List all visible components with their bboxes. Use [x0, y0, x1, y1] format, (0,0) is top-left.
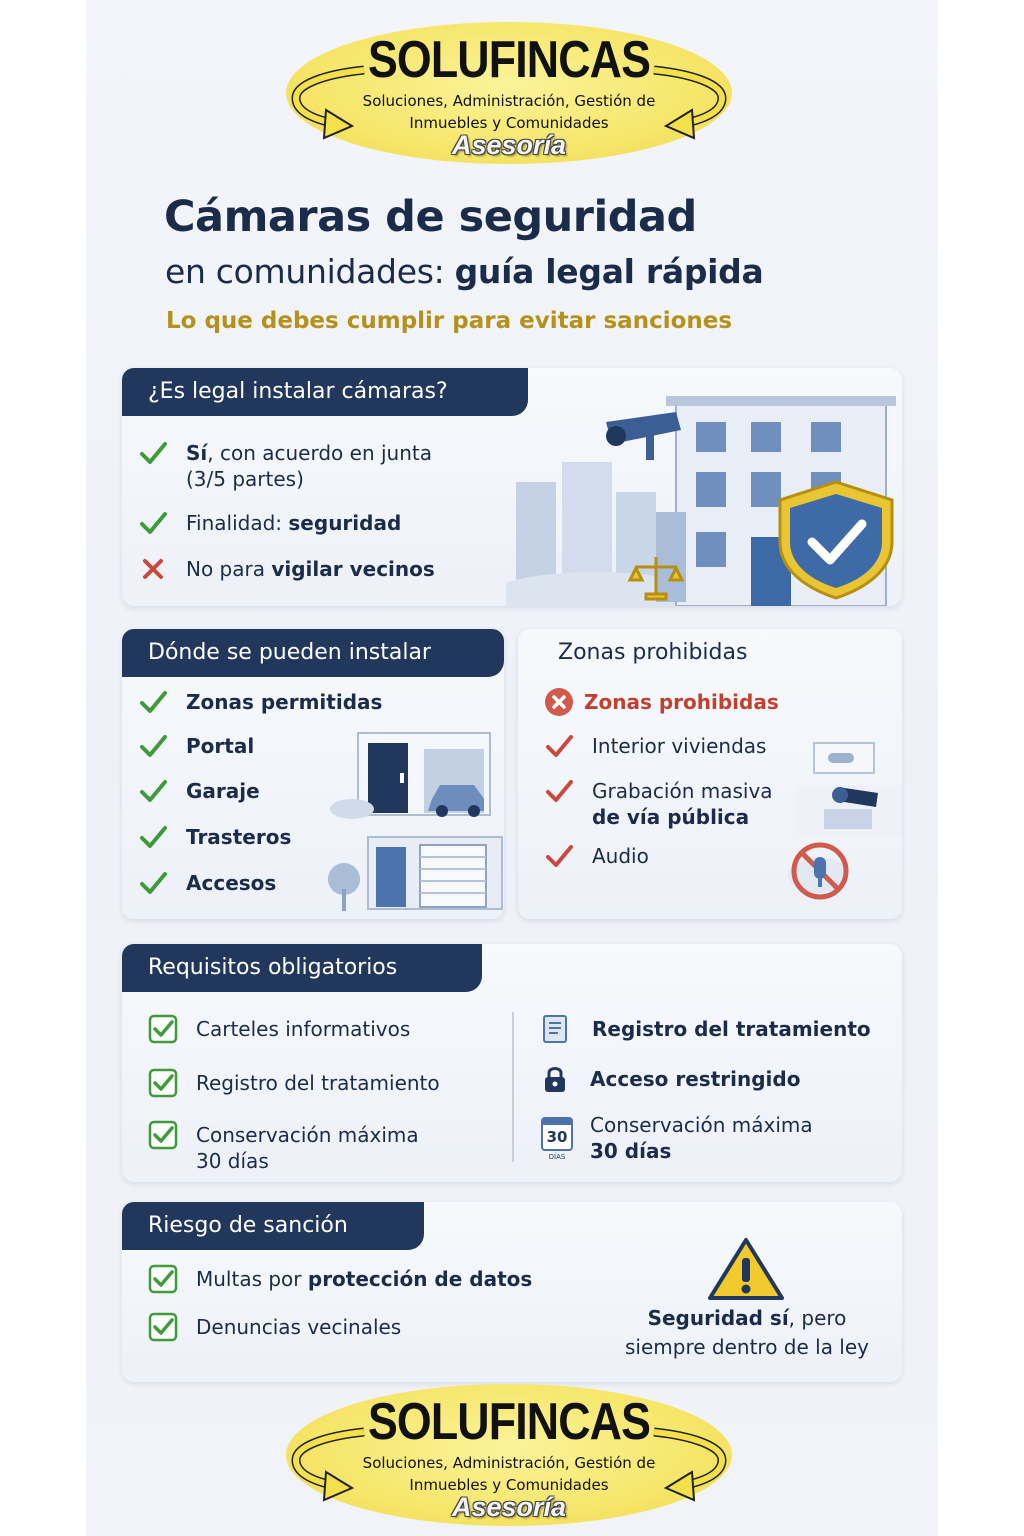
riesgo-note: Seguridad sí, pero siempre dentro de la ley — [624, 1306, 870, 1359]
prohibited-zones-illustration — [778, 735, 902, 915]
prohibidas-heading: Zonas prohibidas — [558, 640, 748, 665]
requisitos-heading: Requisitos obligatorios — [122, 944, 482, 992]
document-icon — [540, 1014, 570, 1044]
logo-tagline: Soluciones, Administración, Gestión de Inmuebles y Comunidades — [362, 1454, 656, 1494]
check-icon — [138, 687, 168, 717]
checkbox-icon — [148, 1264, 178, 1294]
logo-brand: SOLUFINCAS — [367, 1393, 651, 1451]
check-icon — [138, 776, 168, 806]
check-icon — [138, 868, 168, 898]
check-red-icon — [544, 776, 574, 806]
check-icon — [138, 731, 168, 761]
check-icon — [138, 822, 168, 852]
legal-card: ¿Es legal instalar cámaras? Sí, con acuerdo en junta (3/5 partes) Finalidad: seguridad No para vigilar vecinos — [122, 368, 902, 606]
calendar-label: DÍAS — [548, 1153, 566, 1161]
check-icon — [138, 508, 168, 538]
logo-subtitle: Asesoría — [451, 130, 567, 160]
logo-subtitle: Asesoría — [451, 1492, 567, 1522]
check-icon — [138, 438, 168, 468]
building-camera-illustration — [506, 382, 902, 606]
lock-icon — [540, 1064, 570, 1094]
donde-card: Dónde se pueden instalar Zonas permitidas Portal Garaje Trasteros Accesos — [122, 629, 504, 919]
page-subtitle: Lo que debes cumplir para evitar sanciones — [166, 308, 733, 334]
checkbox-icon — [148, 1120, 178, 1150]
check-red-icon — [544, 841, 574, 871]
cross-icon — [138, 554, 168, 584]
checkbox-icon — [148, 1068, 178, 1098]
requisitos-card: Requisitos obligatorios Carteles informativos Registro del tratamiento Conservación máxima 30 días Registro del tratamiento Acceso restringido 30 DÍAS Conservación máxima 30 días — [122, 944, 902, 1182]
riesgo-heading: Riesgo de sanción — [122, 1202, 424, 1250]
warning-icon — [706, 1236, 786, 1302]
legal-heading: ¿Es legal instalar cámaras? — [122, 368, 528, 416]
garage-illustration — [328, 729, 504, 915]
page-title: Cámaras de seguridad — [164, 192, 697, 242]
page-title-line2: en comunidades: guía legal rápida — [165, 252, 764, 291]
logo-tagline: Soluciones, Administración, Gestión de Inmuebles y Comunidades — [362, 92, 656, 132]
solufincas-logo-bottom — [286, 1384, 732, 1526]
cross-circle-icon — [544, 687, 574, 717]
checkbox-icon — [148, 1312, 178, 1342]
donde-heading: Dónde se pueden instalar — [122, 629, 504, 677]
riesgo-card: Riesgo de sanción Multas por protección de datos Denuncias vecinales Seguridad sí, pero siempre dentro de la ley — [122, 1202, 902, 1382]
checkbox-icon — [148, 1014, 178, 1044]
column-divider — [512, 1012, 514, 1162]
solufincas-logo — [286, 22, 732, 164]
logo-brand: SOLUFINCAS — [367, 31, 651, 89]
calendar-number: 30 — [546, 1128, 568, 1146]
check-red-icon — [544, 731, 574, 761]
prohibidas-card: Zonas prohibidas Zonas prohibidas Interior viviendas Grabación masiva de vía pública Audio — [518, 629, 902, 919]
